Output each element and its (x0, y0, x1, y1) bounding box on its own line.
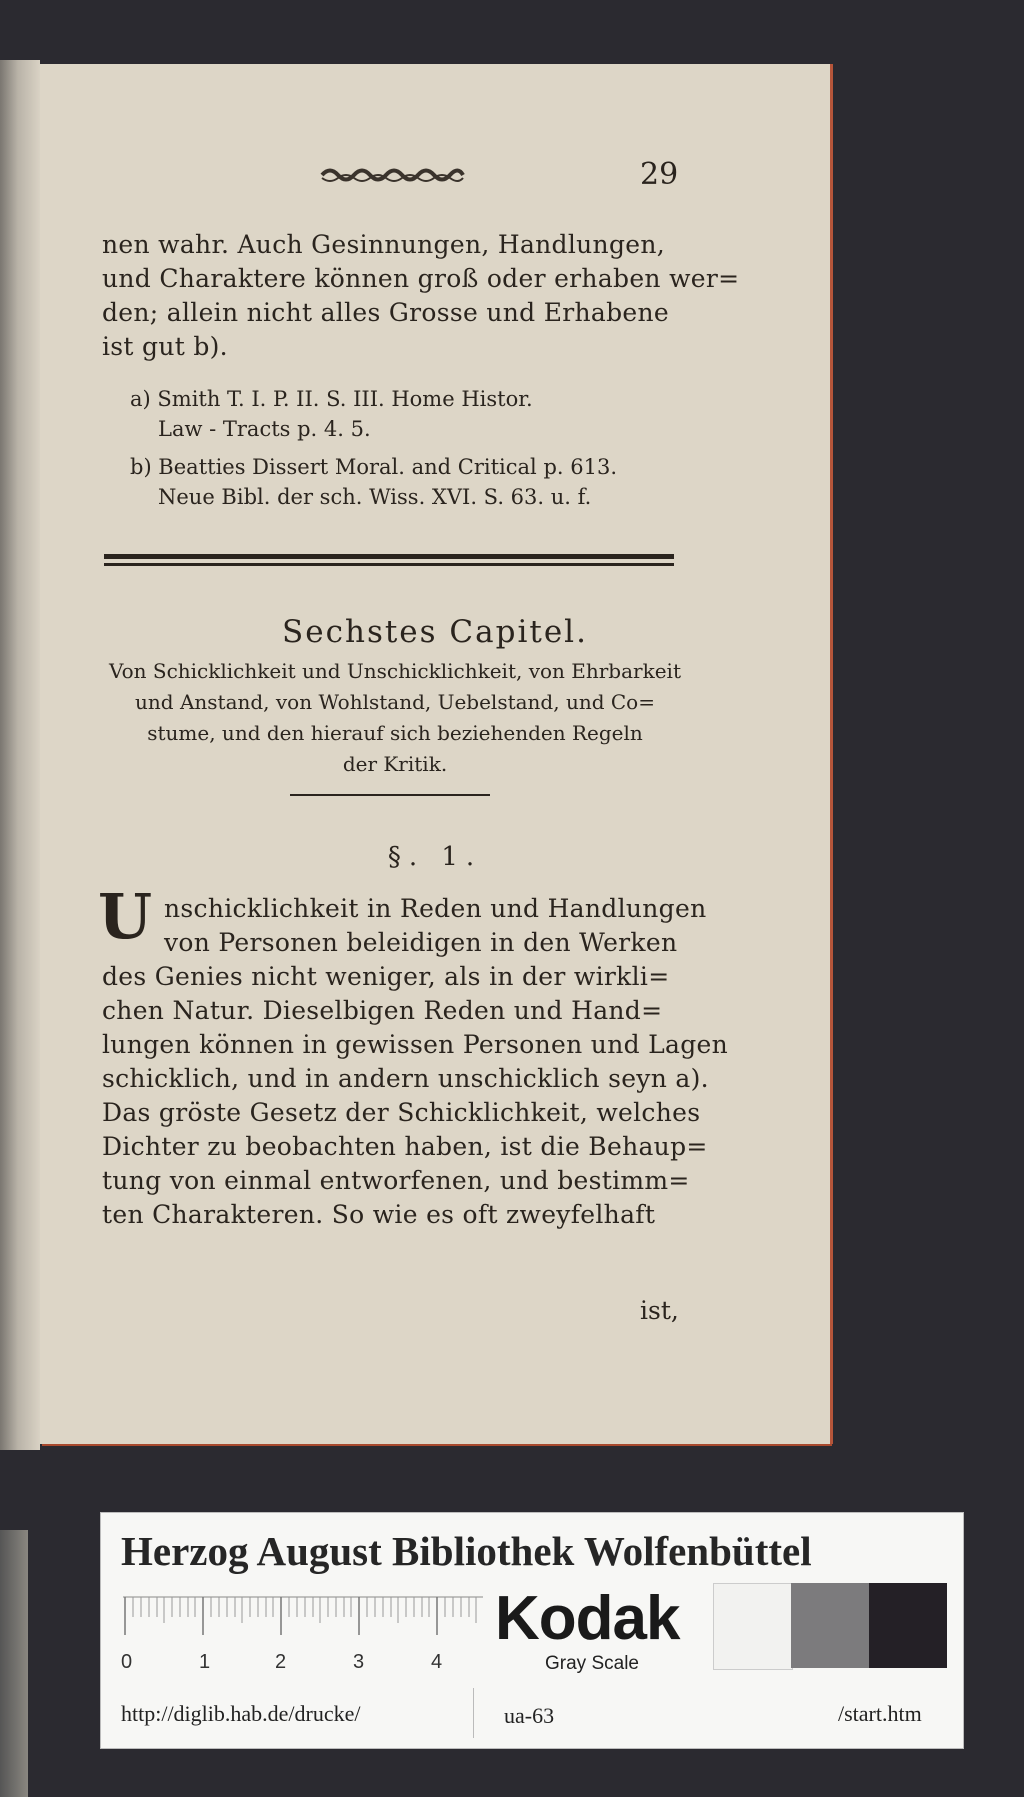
text-line: ten Charakteren. So wie es oft zweyfelhaft (102, 1200, 656, 1229)
subtitle-line: der Kritik. (342, 752, 448, 776)
text-line: schicklich, und in andern unschicklich seyn a). (102, 1064, 709, 1093)
text-line: nschicklichkeit in Reden und Handlungen (164, 894, 707, 923)
text-line: und Charaktere können groß oder erhaben wer= (102, 264, 740, 293)
text-line: des Genies nicht weniger, als in der wirkli= (102, 962, 670, 991)
color-reference-card (100, 1512, 964, 1749)
paragraph-2 (102, 892, 728, 1232)
text-line: chen Natur. Dieselbigen Reden und Hand= (102, 996, 663, 1025)
text-line: Das gröste Gesetz der Schicklichkeit, welches (102, 1098, 701, 1127)
gray-swatch-white (713, 1583, 793, 1670)
text-line: von Personen beleidigen in den Werken (164, 928, 678, 957)
adjacent-page-edge (0, 60, 40, 1450)
book-page (40, 64, 830, 1444)
footnote-line: Neue Bibl. der sch. Wiss. XVI. S. 63. u. f. (158, 485, 592, 509)
double-rule-top (104, 554, 674, 559)
card-divider (473, 1688, 474, 1738)
section-rule (290, 794, 490, 796)
footnote-line: b) Beatties Dissert Moral. and Critical p. 613. (130, 455, 617, 479)
gray-swatch-black (869, 1583, 947, 1668)
subtitle-line: und Anstand, von Wohlstand, Uebelstand, und Co= (135, 690, 655, 714)
ruler-number: 0 (121, 1651, 133, 1673)
chapter-heading: Sechstes Capitel. (282, 614, 588, 650)
text-line: ist gut b). (102, 332, 228, 361)
header-ornament (320, 164, 465, 186)
chapter-subtitle (100, 656, 690, 780)
ruler-number: 1 (199, 1651, 211, 1673)
text-line: lungen können in gewissen Personen und Lagen (102, 1030, 729, 1059)
catchword: ist, (640, 1296, 679, 1325)
double-rule-bottom (104, 563, 674, 566)
text-line: den; allein nicht alles Grosse und Erhabene (102, 298, 669, 327)
footnote-line: a) Smith T. I. P. II. S. III. Home Histor. (130, 387, 533, 411)
ruler-number: 2 (275, 1651, 287, 1673)
footnote-b (130, 452, 617, 512)
gray-scale-label: Gray Scale (545, 1653, 639, 1674)
subtitle-line: stume, und den hierauf sich beziehenden Regeln (147, 721, 643, 745)
footnote-a (130, 384, 533, 444)
library-title: Herzog August Bibliothek Wolfenbüttel (121, 1528, 812, 1574)
text-line: Dichter zu beobachten haben, ist die Behaup= (102, 1132, 708, 1161)
section-number: §. 1. (387, 842, 483, 872)
page-edge (830, 64, 833, 1444)
page-number: 29 (640, 157, 679, 192)
footnote-line: Law - Tracts p. 4. 5. (158, 417, 371, 441)
url-left: http://diglib.hab.de/drucke/ (121, 1701, 361, 1726)
drop-cap: U (98, 880, 153, 953)
ruler-number: 3 (353, 1651, 365, 1673)
ruler-number: 4 (431, 1651, 443, 1673)
kodak-logo: Kodak (495, 1584, 680, 1653)
url-right: /start.htm (838, 1701, 922, 1726)
text-line: nen wahr. Auch Gesinnungen, Handlungen, (102, 230, 665, 259)
text-line: tung von einmal entworfenen, und bestimm= (102, 1166, 690, 1195)
gray-swatch-mid (791, 1583, 869, 1668)
paragraph-1 (102, 228, 739, 364)
adjacent-page-edge-lower (0, 1530, 28, 1797)
subtitle-line: Von Schicklichkeit und Unschicklichkeit, von Ehrbarkeit (108, 659, 681, 683)
shelfmark: ua-63 (504, 1703, 555, 1728)
ruler-ticks (123, 1595, 483, 1637)
